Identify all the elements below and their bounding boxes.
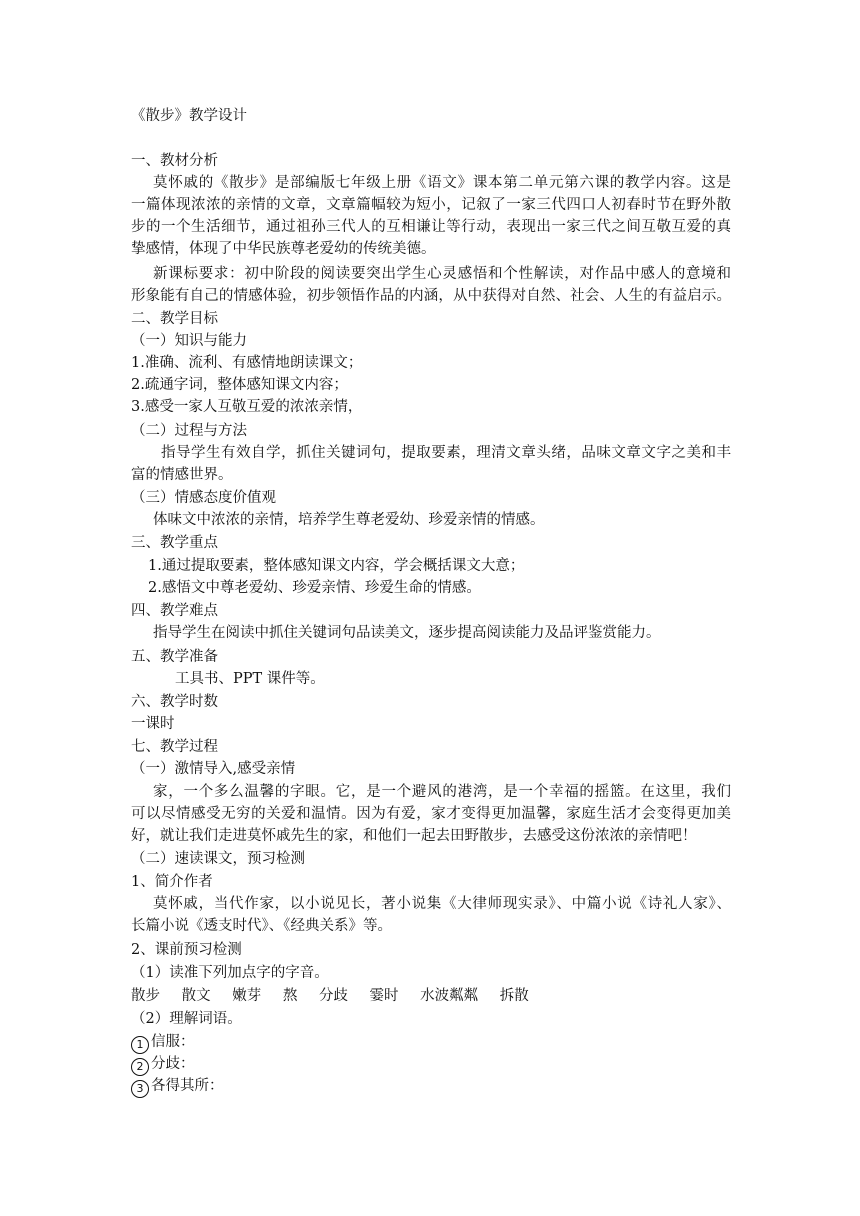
subsection-heading: 1、简介作者: [131, 874, 213, 890]
question-line: （2）理解词语。: [131, 1011, 242, 1027]
word-item: 拆散: [499, 988, 529, 1004]
section-heading: 二、教学目标: [131, 311, 218, 327]
term-item: [131, 1053, 195, 1076]
word-item: 霎时: [369, 988, 399, 1004]
list-item: 2.感悟文中尊老爱幼、珍爱亲情、珍爱生命的情感。: [148, 580, 481, 596]
circled-number: 1: [131, 1036, 149, 1054]
section-heading: 四、教学难点: [131, 603, 218, 619]
paragraph-line: 工具书、PPT 课件等。: [175, 671, 325, 687]
pronunciation-word-list: [131, 985, 546, 1007]
subsection-heading: 2、课前预习检测: [131, 942, 242, 958]
list-item: 2.疏通字词，整体感知课文内容；: [131, 377, 348, 393]
subsection-heading: （二）速读课文，预习检测: [131, 851, 305, 867]
paragraph-line: 可以尽情感受无穷的关爱和温情。因为有爱，家才变得更加温馨，家庭生活才会变得更加美: [131, 806, 731, 822]
term-text: 分歧：: [151, 1056, 195, 1072]
list-item: 1.通过提取要素，整体感知课文内容，学会概括课文大意；: [148, 558, 525, 574]
section-heading: 五、教学准备: [131, 649, 218, 665]
subsection-heading: （二）过程与方法: [131, 423, 247, 439]
paragraph-line: 一篇体现浓浓的亲情的文章，文章篇幅较为短小，记叙了一家三代四口人初春时节在野外散: [131, 197, 731, 213]
subsection-heading: （一）激情导入,感受亲情: [131, 761, 296, 777]
term-item: [131, 1031, 195, 1054]
paragraph-line: 一课时: [131, 716, 175, 732]
subsection-heading: （一）知识与能力: [131, 333, 247, 349]
word-item: 熬: [282, 988, 298, 1004]
document-title: 《散步》教学设计: [131, 108, 247, 124]
word-item: 散文: [181, 988, 211, 1004]
circled-number: 3: [131, 1080, 149, 1098]
circled-number: 2: [131, 1058, 149, 1076]
paragraph-line: 形象能有自己的情感体验，初步领悟作品的内涵，从中获得对自然、社会、人生的有益启示。: [131, 288, 731, 304]
paragraph-line: 莫怀戚的《散步》是部编版七年级上册《语文》课本第二单元第六课的教学内容。这是: [153, 175, 731, 191]
word-item: 散步: [131, 988, 160, 1004]
paragraph-line: 好，就让我们走进莫怀戚先生的家，和他们一起去田野散步，去感受这份浓浓的亲情吧！: [131, 828, 697, 844]
paragraph-line: 指导学生在阅读中抓住关键词句品读美文，逐步提高阅读能力及品评鉴赏能力。: [153, 625, 661, 641]
section-heading: 七、教学过程: [131, 739, 218, 755]
paragraph-line: 长篇小说《透支时代》、《经典关系》等。: [131, 918, 392, 934]
section-heading: 一、教材分析: [131, 153, 218, 169]
paragraph-line: 莫怀戚，当代作家，以小说见长，著小说集《大律师现实录》、中篇小说《诗礼人家》、: [153, 896, 731, 912]
paragraph-line: 挚感情，体现了中华民族尊老爱幼的传统美德。: [131, 241, 436, 257]
list-item: 3.感受一家人互敬互爱的浓浓亲情，: [131, 399, 363, 415]
paragraph-line: 新课标要求：初中阶段的阅读要突出学生心灵感悟和个性解读，对作品中感人的意境和: [153, 266, 731, 282]
word-item: 嫩芽: [232, 988, 262, 1004]
section-heading: 三、教学重点: [131, 535, 218, 551]
word-item: 水波粼粼: [420, 988, 479, 1004]
paragraph-line: 步的一个生活细节，通过祖孙三代人的互相谦让等行动，表现出一家三代之间互敬互爱的真: [131, 219, 731, 235]
paragraph-line: 指导学生有效自学，抓住关键词句，提取要素，理清文章头绪，品味文章文字之美和丰: [161, 445, 731, 461]
paragraph-line: 富的情感世界。: [131, 467, 233, 483]
paragraph-line: 家，一个多么温馨的字眼。它，是一个避风的港湾，是一个幸福的摇篮。在这里，我们: [153, 784, 731, 800]
term-text: 信服：: [151, 1034, 195, 1050]
subsection-heading: （三）情感态度价值观: [131, 490, 276, 506]
word-item: 分歧: [318, 988, 348, 1004]
question-line: （1）读准下列加点字的字音。: [131, 965, 329, 981]
term-item: [131, 1075, 224, 1098]
term-text: 各得其所：: [151, 1078, 224, 1094]
list-item: 1.准确、流利、有感情地朗读课文；: [131, 355, 363, 371]
section-heading: 六、教学时数: [131, 694, 218, 710]
paragraph-line: 体味文中浓浓的亲情，培养学生尊老爱幼、珍爱亲情的情感。: [153, 512, 545, 528]
